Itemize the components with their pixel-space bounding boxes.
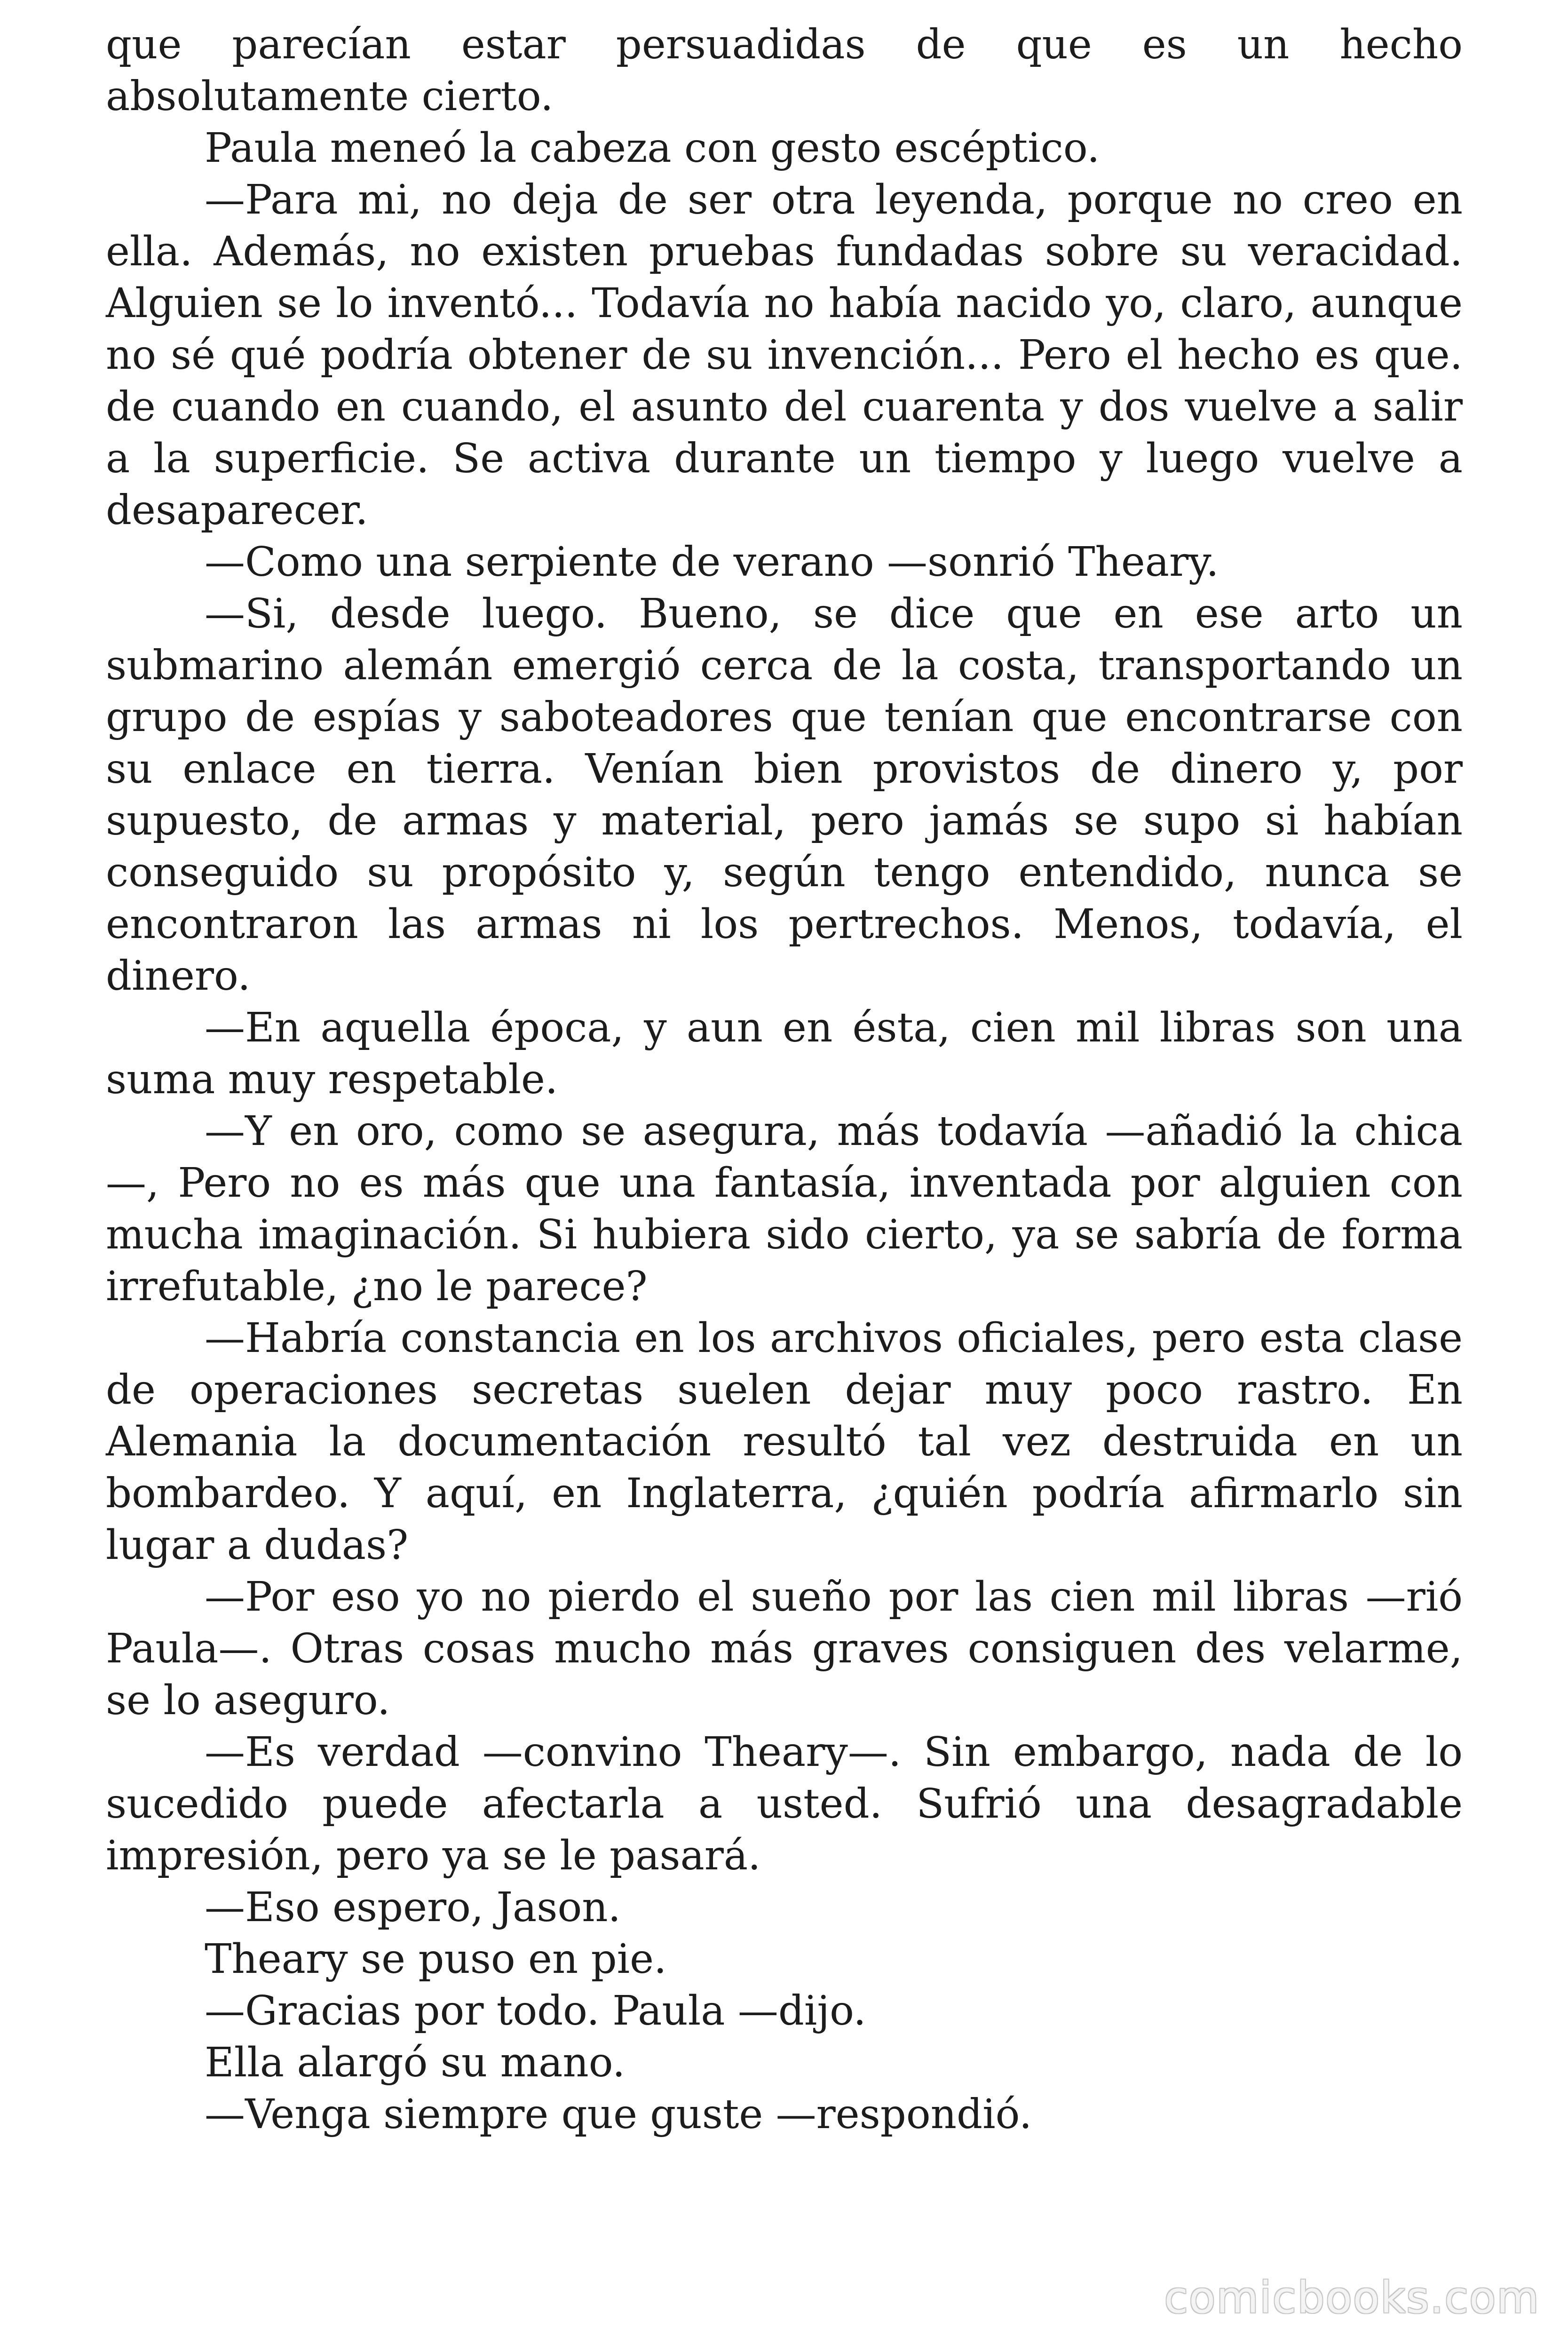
paragraph-4: —Como una serpiente de verano —sonrió Theary. [205,539,1219,586]
paragraph-7: —Y en oro, como se asegura, más todavía —añadió la chica—, Pero no es más que una fantasía, inventada por alguien con mucha imaginación. Si hubiera sido cierto, ya se sabría de forma irrefutable, ¿no le parece? [106,1108,1463,1310]
paragraph-3: —Para mi, no deja de ser otra leyenda, porque no creo en ella. Además, no existen pruebas fundadas sobre su veracidad. Alguien se lo inventó... Todavía no había nacido yo, claro, aunque no sé qué podría obtener de su invención... Pero el hecho es que. de cuando en cuando, el asunto del cuarenta y dos vuelve a salir a la superficie. Se activa durante un tiempo y luego vuelve a desaparecer. [106,176,1463,534]
paragraph-9: —Por eso yo no pierdo el sueño por las cien mil libras —rió Paula—. Otras cosas mucho más graves consiguen des velarme, se lo aseguro. [106,1573,1463,1724]
paragraph-1: que parecían estar persuadidas de que es un hecho absolutamente cierto. [106,21,1463,120]
paragraph-14: Ella alargó su mano. [205,2039,626,2086]
paragraph-2: Paula meneó la cabeza con gesto escéptico. [205,125,1100,172]
paragraph-5: —Si, desde luego. Bueno, se dice que en ese arto un submarino alemán emergió cerca de la costa, transportando un grupo de espías y saboteadores que tenían que encontrarse con su enlace en tierra. Venían bien provistos de dinero y, por supuesto, de armas y material, pero jamás se supo si habían conseguido su propósito y, según tengo entendido, nunca se encontraron las armas ni los pertrechos. Menos, todavía, el dinero. [106,590,1463,1000]
body-text [106,19,1463,2140]
paragraph-8: —Habría constancia en los archivos oficiales, pero esta clase de operaciones secretas suelen dejar muy poco rastro. En Alemania la documentación resultó tal vez destruida en un bombardeo. Y aquí, en Inglaterra, ¿quién podría afirmarlo sin lugar a dudas? [106,1315,1463,1569]
paragraph-12: Theary se puso en pie. [205,1936,667,1983]
paragraph-6: —En aquella época, y aun en ésta, cien mil libras son una suma muy respetable. [106,1004,1463,1103]
paragraph-15: —Venga siempre que guste —respondió. [205,2091,1032,2138]
paragraph-11: —Eso espero, Jason. [205,1884,621,1931]
paragraph-10: —Es verdad —convino Theary—. Sin embargo, nada de lo sucedido puede afectarla a usted. Sufrió una desagradable impresión, pero ya se le pasará. [106,1729,1463,1879]
watermark: comicbooks.com [1164,2273,1540,2323]
paragraph-13: —Gracias por todo. Paula —dijo. [205,1987,866,2034]
